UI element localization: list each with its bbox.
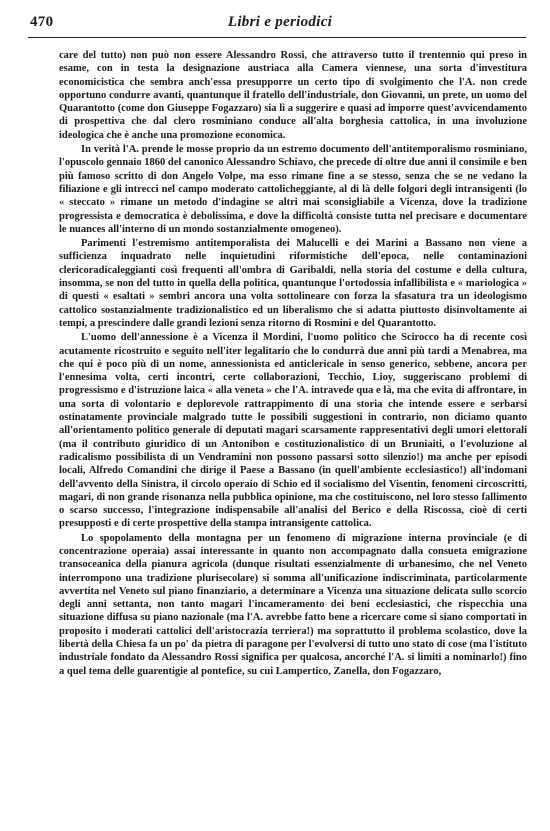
article-body: [59, 49, 527, 679]
running-head: [30, 14, 530, 34]
page-number: 470: [30, 14, 54, 30]
paragraph: L'uomo dell'annessione è a Vicenza il Mordini, l'uomo politico che Scirocco ha di recente così acutamente ricostruito e seguito nell'iter legalitario che lo condurrà due anni più tardi a Menabrea, ma che qui è poco più di un nome, annessionista ed anticlericale in senso generico, sebbene, ancora per l'ennesima volta, certi incontri, certe collaborazioni, Tecchio, Lioy, suggeriscano problemi di progressismo e d'istruzione laica « alla veneta » che l'A. intravede qua e là, ma che evita di affrontare, in una sorta di volontario e deplorevole rattrappimento di una storia che intende essere e serbarsi ostinatamente provinciale malgrado tutte le possibili suggestioni in contrario, non diciamo quanto all'orientamento politico generale di deputati magari scarsamente rappresentativi degli umori elettorali (ma il contributo giuridico di un Antonibon e costituzionalistico di un Bruniaiti, o l'evoluzione al radicalismo possibilista di un Vendramini non possono passarsi sotto silenzio!) ma anche per episodi locali, Alfredo Comandini che dirige il Paese a Bassano (in quell'ambiente ecclesiastico!) all'indomani dell'avvento della Sinistra, il circolo operaio di Schio ed il socialismo del Visentin, fenomeni circoscritti, magari, di non grande risonanza nella pubblica opinione, ma che costituiscono, nel loro stesso fallimento o scarso successo, l'integrazione indispensabile all'analisi del Berico e della Riscossa, cioè di certi presupposti e di certe prospettive della stampa intransigente cattolica.: [59, 332, 527, 530]
paragraph-continued: care del tutto) non può non essere Alessandro Rossi, che attraverso tutto il trentennio qui preso in esame, con in testa la designazione austriaca alla Camera viennese, una sorta d'investitura economicistica che sembra anch'essa presupporre un certo tipo di svolgimento che l'A. non crede opportuno condurre avanti, quantunque il fratello dell'industriale, don Giovanni, un prete, un uomo del Quarantotto (come don Giuseppe Fogazzaro) sia lì a suggerire e quasi ad imporre quest'avvicendamento di prospettiva che dal clero rosminiano conduce all'alta borghesia cattolica, in una involuzione ideologica che è anche una promozione economica.: [59, 50, 527, 141]
header-rule: [28, 37, 526, 38]
section-title: Libri e periodici: [227, 14, 333, 30]
paragraph: In verità l'A. prende le mosse proprio da un estremo documento dell'antitemporalismo rosminiano, l'opuscolo gennaio 1860 del canonico Alessandro Schiavo, che precede di oltre due anni il consimile e ben più famoso scritto di don Angelo Volpe, ma esso rimane fine a se stesso, senza che se ne vedano la filiazione e gli intrecci nel campo moderato cattolicheggiante, al di là delle folgori degli intransigenti (lo « steccato » rimane un metodo d'indagine se altri mai sconsigliabile a Vicenza, dove la tradizione progressista e democratica è debolissima, e dove la difficoltà consiste tutta nel precisare e documentare le nuances all'interno di un mondo sostanzialmente omogeneo).: [59, 144, 527, 235]
paragraph: Lo spopolamento della montagna per un fenomeno di migrazione interna provinciale (e di concentrazione operaia) assai interessante in quanto non accompagnato dalla consueta emigrazione transoceanica della pianura agricola (dunque risultati essenzialmente di urbanesimo, che nel Veneto interrompono una tradizione plurisecolare) si somma all'unificazione indiscriminata, particolarmente avvertita nel Veneto sul piano finanziario, a determinare a Vicenza una situazione delicata sullo scorcio degli anni settanta, non tanto magari l'incameramento dei beni ecclesiastici, che rispecchia una situazione diffusa su piano nazionale (ma l'A. avrebbe fatto bene a ricercare come si siano comportati in proposito i moderati cattolici dell'aristocrazia terriera!) ma soprattutto il problema scolastico, dove la libertà della Chiesa fa un po' da pietra di paragone per l'evolversi di tutto uno stato di cose (ma l'istituto industriale fondato da Alessandro Rossi significa per qualcosa, ancorché l'A. si limiti a nominarlo!) fino a quel tema delle guarentigie al pontefice, su cui Lampertico, Zanella, don Fogazzaro,: [59, 532, 527, 677]
paragraph: Parimenti l'estremismo antitemporalista dei Malucelli e dei Marini a Bassano non viene a sufficienza inquadrato nelle inquietudini riformistiche dell'epoca, nelle contaminazioni clericoradicaleggianti così frequenti all'ombra di Garibaldi, nella storia del costume e della cultura, insomma, se non del tutto in quella della politica, quantunque l'ortodossia infallibilista e « mariologica » di questi « esaltati » sembri ancora una volta sottolineare con forza la sfasatura tra un ideologismo cattolico sostanzialmente tradizionalistico ed un liberalismo che si adatta piuttosto disinvoltamente ai tempi, a prescindere dalle grandi lezioni senza ritorno di Rosmini e del Quarantotto.: [59, 238, 527, 329]
